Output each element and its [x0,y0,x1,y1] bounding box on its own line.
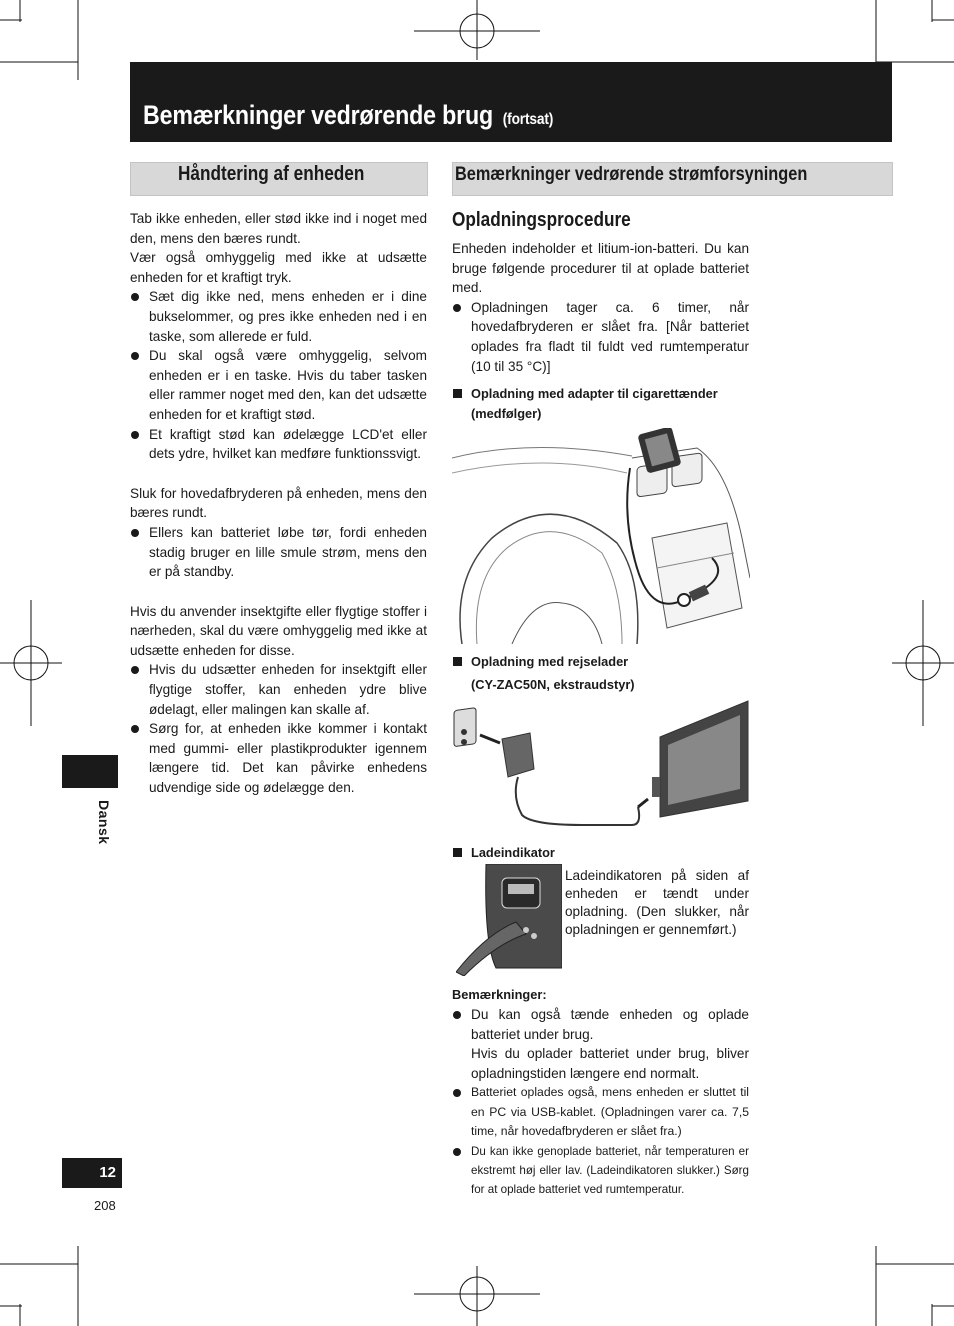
list-item: Et kraftigt stød kan ødelægge LCD'et eller dets ydre, hvilket kan medføre funktionssvigt. [130,425,427,464]
notes-list [452,1005,749,1200]
square-bullet-icon [453,389,462,398]
page-title-suffix: (fortsat) [502,111,554,128]
subheading-travel-charger [452,652,749,695]
list-item: Du kan også tænde enheden og oplade batteriet under brug. Hvis du oplader batteriet under brug, bliver opladningstiden længere end normalt. [452,1005,749,1083]
square-bullet-icon [453,848,462,857]
car-charging-illustration [452,428,750,644]
left-column [130,209,427,798]
language-tab-marker [62,755,118,788]
charging-heading: Opladningsprocedure [452,209,631,231]
paragraph: Enheden indeholder et litium-ion-batteri. Du kan bruge følgende procedurer til at oplade batteriet med. [452,241,749,296]
list-item: Opladningen tager ca. 6 timer, når hovedafbryderen er slået fra. [Når batteriet oplades fra fladt til fuldt ved rumtemperatur (10 til 35 °C)] [452,298,749,376]
list-item: Sørg for, at enheden ikke kommer i kontakt med gummi- eller plastikprodukter igennem længere tid. Det kan påvirke enhedens udvendige side og ødelægge den. [130,719,427,797]
right-section-title: Bemærkninger vedrørende strømforsyningen [455,164,808,185]
subheading-text: Opladning med adapter til cigarettænder (medfølger) [471,386,718,421]
paragraph: Tab ikke enheden, eller stød ikke ind i noget med den, mens den bæres rundt. [130,211,427,246]
right-intro [452,239,749,376]
registration-mark-icon [892,600,954,726]
list-item: Hvis du udsætter enheden for insektgift eller flygtige stoffer, kan enheden ydre blive ødelagt, eller malingen kan skalle af. [130,660,427,719]
paragraph: Sluk for hovedafbryderen på enheden, mens den bæres rundt. [130,485,427,521]
subheading-car-adapter [452,384,749,424]
list-item: Du skal også være omhyggelig, selvom enheden er i en taske. Hvis du taber tasken eller rammer noget med den, kan det udsætte enheden for et kraftigt stød. [130,346,427,424]
registration-mark-icon [414,0,540,60]
subheading-text: Ladeindikator [471,845,555,860]
square-bullet-icon [453,657,462,666]
bullet-list [130,287,427,463]
page-title [143,100,553,131]
language-tab-label: Dansk [96,800,112,845]
left-section-title: Håndtering af enheden [178,163,365,185]
subheading-text: Opladning med rejselader [471,654,629,669]
subheading-text: (CY-ZAC50N, ekstraudstyr) [471,677,635,692]
list-item: Du kan ikke genoplade batteriet, når temperaturen er ekstremt høj eller lav. (Ladeindikatoren slukker.) Sørg for at oplade batteriet ved rumtemperatur. [452,1142,749,1200]
charge-indicator-illustration [456,864,562,976]
notes-heading: Bemærkninger: [452,987,547,1002]
bullet-list [130,660,427,797]
page-number: 208 [94,1198,116,1213]
bullet-list [130,523,427,582]
indicator-text: Ladeindikatoren på siden af enheden er tændt under opladning. (Den slukker, når opladningen er gennemført.) [565,868,749,937]
paragraph: Hvis du anvender insektgifte eller flygtige stoffer i nærheden, skal du være omhyggelig med ikke at udsætte enheden for disse. [130,603,427,658]
bullet-list [452,298,749,376]
list-item: Sæt dig ikke ned, mens enheden er i dine bukselommer, og pres ikke enheden ned i en taske, som allerede er fuld. [130,287,427,346]
page-title-text: Bemærkninger vedrørende brug [143,100,494,130]
subheading-indicator [452,843,749,863]
chapter-page-badge: 12 [62,1158,122,1188]
registration-mark-icon [414,1266,540,1326]
list-item: Batteriet oplades også, mens enheden er sluttet til en PC via USB-kablet. (Opladningen varer ca. 7,5 time, når hovedafbryderen er slået fra.) [452,1083,749,1141]
registration-mark-icon [0,600,62,726]
paragraph: Vær også omhyggelig med ikke at udsætte enheden for et kraftigt tryk. [130,250,427,285]
travel-charger-illustration [452,697,750,835]
list-item: Ellers kan batteriet løbe tør, fordi enheden stadig bruger en lille smule strøm, mens den er på standby. [130,523,427,582]
